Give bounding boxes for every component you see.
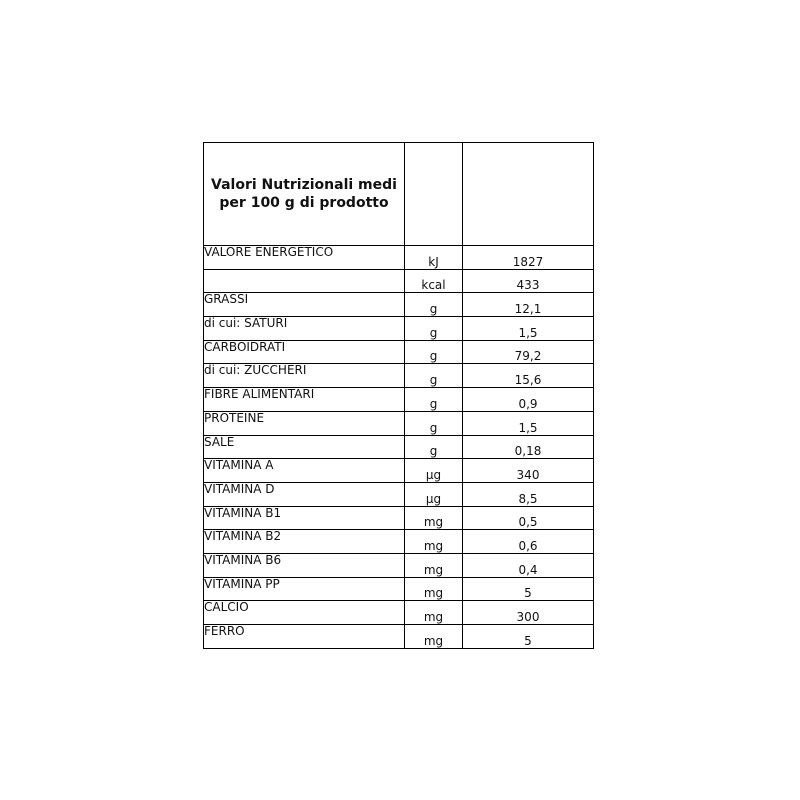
nutrient-value-cell: 300	[463, 601, 594, 625]
nutrient-value-cell: 15,6	[463, 364, 594, 388]
nutrient-name-cell: GRASSI	[204, 293, 405, 317]
nutrient-value-cell: 5	[463, 625, 594, 649]
nutrition-table	[203, 142, 594, 649]
nutrient-name-cell: PROTEINE	[204, 411, 405, 435]
table-row	[204, 364, 594, 388]
table-title-line-1: Valori Nutrizionali medi	[211, 177, 397, 193]
table-row	[204, 601, 594, 625]
nutrient-name-cell: VITAMINA B1	[204, 506, 405, 530]
nutrient-unit-cell: µg	[405, 482, 463, 506]
nutrient-name-cell: di cui: SATURI	[204, 317, 405, 341]
nutrient-unit-cell: kcal	[405, 269, 463, 293]
table-row	[204, 293, 594, 317]
table-row	[204, 506, 594, 530]
nutrient-name-cell: FERRO	[204, 625, 405, 649]
table-row	[204, 435, 594, 459]
unit-header-cell	[405, 143, 463, 246]
table-row	[204, 553, 594, 577]
nutrient-unit-cell: mg	[405, 530, 463, 554]
nutrient-unit-cell: g	[405, 293, 463, 317]
nutrient-unit-cell: g	[405, 435, 463, 459]
nutrient-unit-cell: mg	[405, 553, 463, 577]
nutrient-value-cell: 0,5	[463, 506, 594, 530]
nutrient-value-cell: 340	[463, 459, 594, 483]
table-row	[204, 388, 594, 412]
table-title-cell	[204, 143, 405, 246]
value-header-cell	[463, 143, 594, 246]
nutrient-unit-cell: g	[405, 340, 463, 364]
nutrient-value-cell: 0,6	[463, 530, 594, 554]
table-row	[204, 482, 594, 506]
nutrient-value-cell: 0,18	[463, 435, 594, 459]
nutrient-name-cell: VITAMINA A	[204, 459, 405, 483]
nutrient-value-cell: 12,1	[463, 293, 594, 317]
table-row	[204, 530, 594, 554]
nutrient-name-cell: VALORE ENERGETICO	[204, 246, 405, 270]
nutrient-unit-cell: kJ	[405, 246, 463, 270]
nutrient-name-cell: VITAMINA B6	[204, 553, 405, 577]
nutrient-unit-cell: mg	[405, 625, 463, 649]
table-row	[204, 577, 594, 601]
table-row	[204, 269, 594, 293]
table-body	[204, 143, 594, 649]
nutrient-name-cell: CALCIO	[204, 601, 405, 625]
nutrient-name-cell: VITAMINA B2	[204, 530, 405, 554]
table-row	[204, 411, 594, 435]
nutrient-value-cell: 0,4	[463, 553, 594, 577]
table-row	[204, 459, 594, 483]
nutrient-value-cell: 0,9	[463, 388, 594, 412]
nutrient-name-cell: VITAMINA PP	[204, 577, 405, 601]
nutrient-unit-cell: mg	[405, 506, 463, 530]
nutrient-name-cell: di cui: ZUCCHERI	[204, 364, 405, 388]
nutrient-value-cell: 1,5	[463, 411, 594, 435]
nutrient-name-cell: VITAMINA D	[204, 482, 405, 506]
nutrient-value-cell: 1,5	[463, 317, 594, 341]
nutrient-name-cell: FIBRE ALIMENTARI	[204, 388, 405, 412]
nutrient-value-cell: 433	[463, 269, 594, 293]
nutrient-unit-cell: mg	[405, 577, 463, 601]
nutrient-value-cell: 5	[463, 577, 594, 601]
nutrient-name-cell	[204, 269, 405, 293]
nutrient-value-cell: 79,2	[463, 340, 594, 364]
table-row	[204, 625, 594, 649]
nutrient-unit-cell: g	[405, 411, 463, 435]
table-row	[204, 340, 594, 364]
table-title-line-2: per 100 g di prodotto	[219, 195, 389, 211]
nutrient-unit-cell: g	[405, 317, 463, 341]
nutrient-value-cell: 8,5	[463, 482, 594, 506]
nutrient-name-cell: SALE	[204, 435, 405, 459]
nutrient-unit-cell: mg	[405, 601, 463, 625]
nutrient-unit-cell: g	[405, 364, 463, 388]
nutrient-unit-cell: g	[405, 388, 463, 412]
nutrient-name-cell: CARBOIDRATI	[204, 340, 405, 364]
table-row	[204, 246, 594, 270]
nutrient-value-cell: 1827	[463, 246, 594, 270]
table-header-row	[204, 143, 594, 246]
nutrient-unit-cell: µg	[405, 459, 463, 483]
table-row	[204, 317, 594, 341]
